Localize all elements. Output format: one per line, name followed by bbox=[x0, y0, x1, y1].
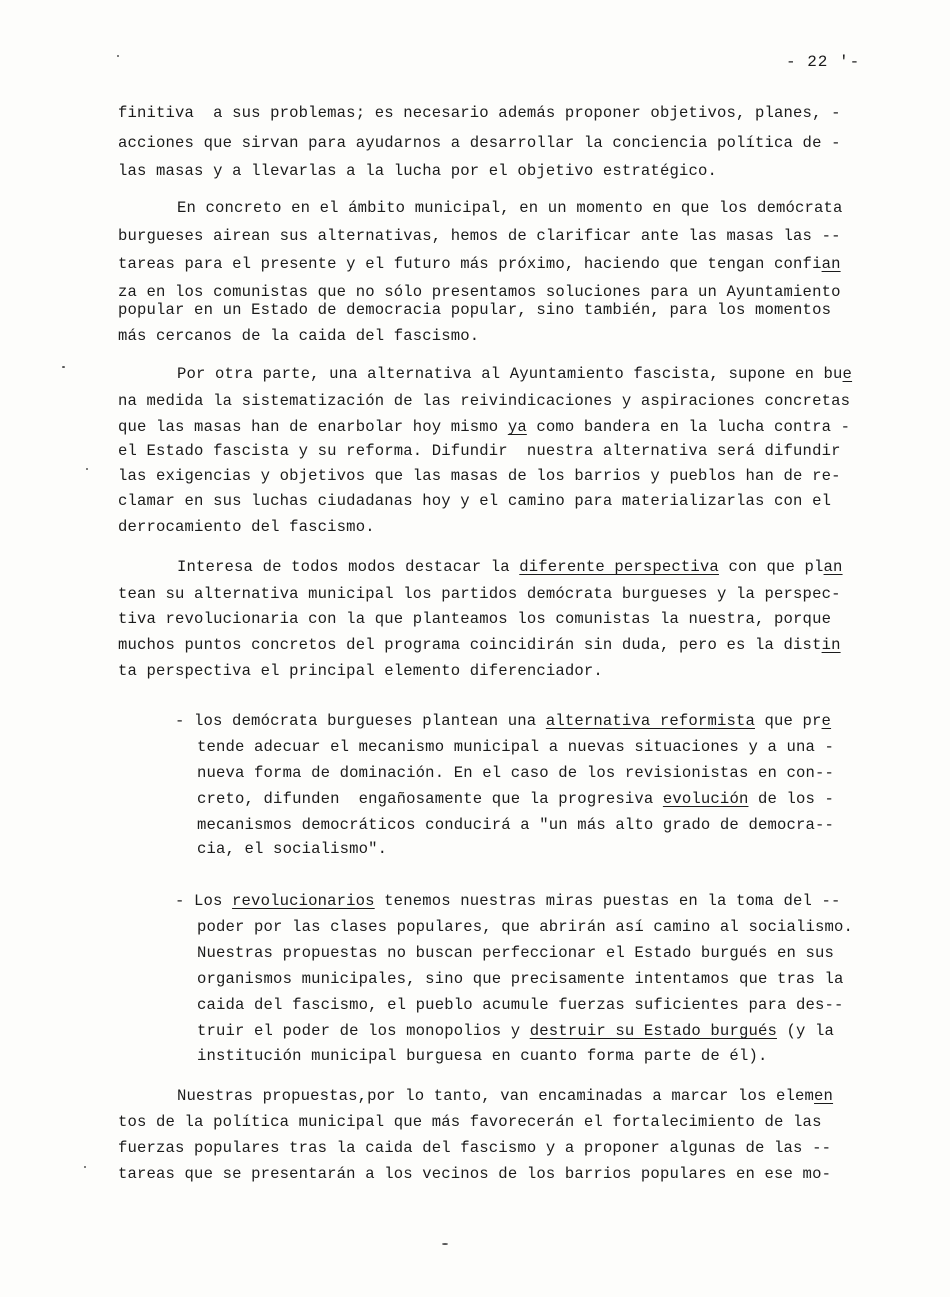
scan-speck bbox=[86, 468, 88, 470]
text-line: tos de la política municipal que más favorecerán el fortalecimiento de las bbox=[118, 1113, 822, 1131]
text-line: tareas que se presentarán a los vecinos de los barrios populares en ese mo- bbox=[118, 1165, 832, 1183]
text-line: tean su alternativa municipal los partidos demócrata burgueses y la perspec- bbox=[118, 585, 841, 603]
underlined-text: destruir su Estado burgués bbox=[529, 1022, 777, 1040]
text-line: na medida la sistematización de las reivindicaciones y aspiraciones concretas bbox=[118, 392, 851, 410]
text-line: Nuestras propuestas no buscan perfeccionar el Estado burgués en sus bbox=[197, 944, 835, 962]
text-line: derrocamiento del fascismo. bbox=[118, 518, 375, 536]
underlined-text: in bbox=[821, 636, 841, 654]
underlined-text: e bbox=[821, 712, 832, 730]
underlined-text: en bbox=[814, 1087, 834, 1105]
text-line: popular en un Estado de democracia popular, sino también, para los momentos bbox=[118, 301, 832, 319]
text-line: Nuestras propuestas,por lo tanto, van encaminadas a marcar los elemen bbox=[177, 1087, 834, 1105]
text-line: Interesa de todos modos destacar la diferente perspectiva con que plan bbox=[177, 558, 843, 576]
text-line: clamar en sus luchas ciudadanas hoy y el camino para materializarlas con el bbox=[118, 492, 832, 510]
text-line: muchos puntos concretos del programa coincidirán sin duda, pero es la distin bbox=[118, 636, 841, 654]
text-line: las masas y a llevarlas a la lucha por el objetivo estratégico. bbox=[118, 162, 717, 180]
text-line: más cercanos de la caida del fascismo. bbox=[118, 327, 480, 345]
underlined-text: ya bbox=[507, 418, 527, 436]
text-line: za en los comunistas que no sólo presentamos soluciones para un Ayuntamiento bbox=[118, 283, 841, 301]
text-line: truir el poder de los monopolios y destruir su Estado burgués (y la bbox=[197, 1022, 835, 1040]
text-line: finitiva a sus problemas; es necesario además proponer objetivos, planes, - bbox=[118, 104, 841, 122]
scan-speck bbox=[117, 55, 119, 57]
underlined-text: an bbox=[823, 558, 843, 576]
text-line: poder por las clases populares, que abrirán así camino al socialismo. bbox=[197, 918, 854, 936]
underlined-text: revolucionarios bbox=[232, 892, 375, 910]
text-line: creto, difunden engañosamente que la progresiva evolución de los - bbox=[197, 790, 835, 808]
text-line: En concreto en el ámbito municipal, en un momento en que los demócrata bbox=[177, 199, 843, 217]
scan-speck bbox=[442, 1243, 448, 1245]
text-line: caida del fascismo, el pueblo acumule fuerzas suficientes para des-- bbox=[197, 996, 844, 1014]
scan-speck bbox=[84, 1166, 86, 1168]
text-line: Por otra parte, una alternativa al Ayuntamiento fascista, supone en bue bbox=[177, 365, 853, 383]
text-line: acciones que sirvan para ayudarnos a desarrollar la conciencia política de - bbox=[118, 134, 841, 152]
text-line: - los demócrata burgueses plantean una alternativa reformista que pre bbox=[175, 712, 832, 730]
page-number: - 22 '- bbox=[786, 53, 861, 71]
underlined-text: alternativa reformista bbox=[545, 712, 755, 730]
text-line: cia, el socialismo". bbox=[197, 840, 388, 858]
scan-speck bbox=[62, 366, 65, 368]
text-line: burgueses airean sus alternativas, hemos de clarificar ante las masas las -- bbox=[118, 227, 841, 245]
text-line: el Estado fascista y su reforma. Difundir nuestra alternativa será difundir bbox=[118, 442, 841, 460]
text-line: - Los revolucionarios tenemos nuestras miras puestas en la toma del -- bbox=[175, 892, 841, 910]
text-line: nueva forma de dominación. En el caso de los revisionistas en con-- bbox=[197, 764, 835, 782]
text-line: tende adecuar el mecanismo municipal a nuevas situaciones y a una - bbox=[197, 738, 835, 756]
text-line: mecanismos democráticos conducirá a "un más alto grado de democra-- bbox=[197, 816, 835, 834]
text-line: las exigencias y objetivos que las masas de los barrios y pueblos han de re- bbox=[118, 467, 841, 485]
underlined-text: e bbox=[842, 365, 853, 383]
text-line: tiva revolucionaria con la que planteamos los comunistas la nuestra, porque bbox=[118, 610, 832, 628]
text-line: ta perspectiva el principal elemento diferenciador. bbox=[118, 662, 603, 680]
underlined-text: evolución bbox=[662, 790, 749, 808]
underlined-text: diferente perspectiva bbox=[519, 558, 719, 576]
text-line: institución municipal burguesa en cuanto forma parte de él). bbox=[197, 1047, 768, 1065]
underlined-text: an bbox=[821, 255, 841, 273]
text-line: organismos municipales, sino que precisamente intentamos que tras la bbox=[197, 970, 844, 988]
text-line: que las masas han de enarbolar hoy mismo ya como bandera en la lucha contra - bbox=[118, 418, 851, 436]
text-line: fuerzas populares tras la caida del fascismo y a proponer algunas de las -- bbox=[118, 1139, 832, 1157]
text-line: tareas para el presente y el futuro más próximo, haciendo que tengan confian bbox=[118, 255, 841, 273]
